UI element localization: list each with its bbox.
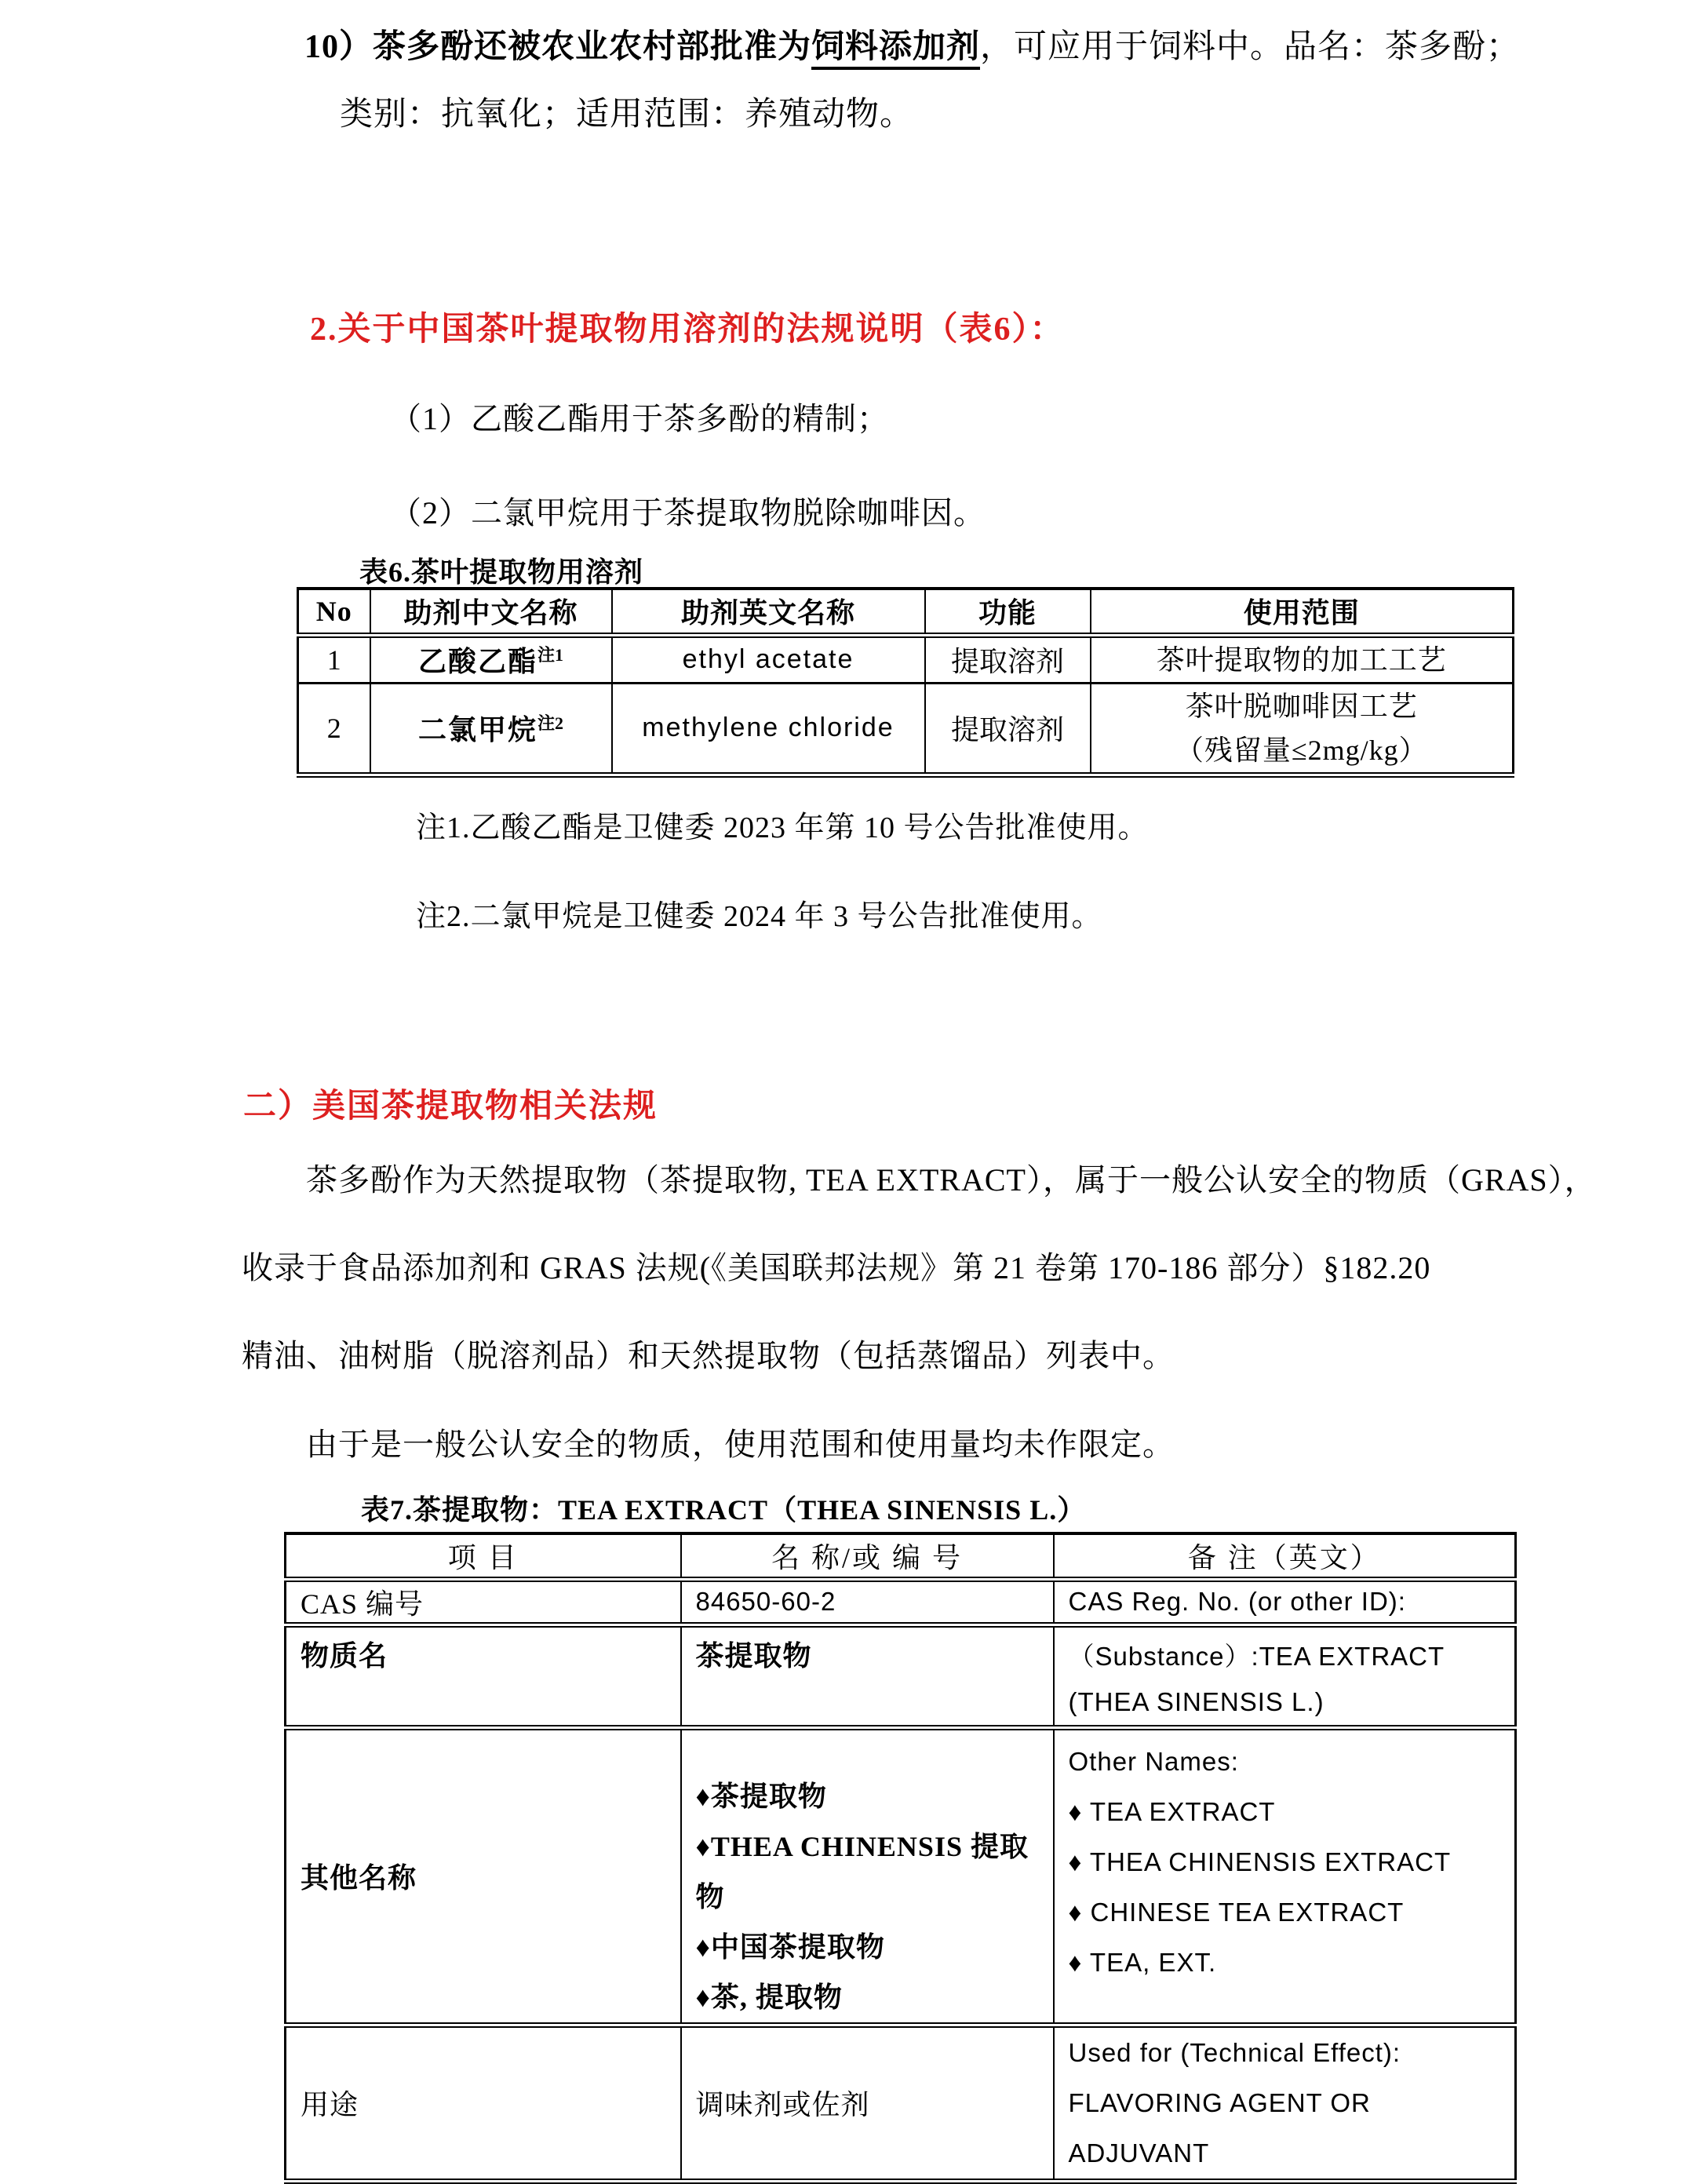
table6-row2-en-name: methylene chloride [612,683,925,775]
table7-other-names-cn-line1: ♦茶提取物 [695,1780,827,1812]
us-paragraph-line3: 精油、油树脂（脱溶剂品）和天然提取物（包括蒸馏品）列表中。 [242,1338,1175,1373]
us-paragraph-line2: 收录于食品添加剂和 GRAS 法规(《美国联邦法规》第 21 卷第 170-186 部分）§182.20 [242,1250,1431,1285]
table6-row-methylene-chloride [298,683,1514,775]
table6-row-ethyl-acetate [298,635,1514,683]
feed-additive-bold-text: 10）茶多酚还被农业农村部批准为 [304,29,812,65]
table7-other-names-en-line5: ♦ TEA, EXT. [1068,1947,1217,1977]
table7-substance-remark [1054,1624,1516,1727]
table7-use-item: 用途 [286,2025,681,2181]
table7-use-remark-line2: FLAVORING AGENT OR ADJUVANT [1068,2087,1371,2168]
table7-substance-item: 物质名 [286,1624,681,1727]
table6-header-en-name: 助剂英文名称 [612,589,925,635]
table7-other-names-en-line4: ♦ CHINESE TEA EXTRACT [1068,1897,1405,1927]
section-heading-us-regulations: 二）美国茶提取物相关法规 [243,1088,658,1125]
table6-header-cn-name: 助剂中文名称 [370,589,612,635]
table7-tea-extract [284,1532,1517,2184]
table7-other-names-cn-list [681,1727,1054,2025]
table6-row1-cn-name [370,635,612,683]
table6-row1-scope [1091,635,1514,683]
table7-other-names-en-line3: ♦ THEA CHINENSIS EXTRACT [1068,1847,1452,1876]
table7-other-names-cn-line4: ♦茶, 提取物 [695,1981,843,2013]
table7-row-substance [286,1624,1516,1727]
table6-row1-en-name: ethyl acetate [612,635,925,683]
table7-header-remark: 备 注（英文） [1054,1533,1516,1579]
table7-header-name: 名 称/或 编 号 [681,1533,1054,1579]
table7-use-name: 调味剂或佐剂 [681,2025,1054,2181]
table7-substance-name: 茶提取物 [681,1624,1054,1727]
table7-other-names-en-list [1054,1727,1516,2025]
us-paragraph-line4: 由于是一般公认安全的物质，使用范围和使用量均未作限定。 [306,1427,1175,1462]
table6-row2-scope-line2: （残留量≤2mg/kg） [1175,734,1428,766]
table7-caption: 表7.茶提取物：TEA EXTRACT（THEA SINENSIS L.） [361,1494,1087,1526]
paragraph-feed-additive [304,20,1520,67]
feed-additive-underlined-term: 饲料添加剂 [811,29,980,70]
table6-row2-note-superscript: 注2 [537,713,564,733]
table7-other-names-item: 其他名称 [286,1727,681,2025]
table6-row1-function: 提取溶剂 [925,635,1091,683]
table6-row2-no: 2 [298,683,370,775]
table7-other-names-en-line2: ♦ TEA EXTRACT [1068,1796,1276,1826]
table7-header-row [286,1533,1516,1579]
table6-header-row [298,589,1514,635]
table7-other-names-cn-line2: ♦THEA CHINENSIS 提取物 [695,1830,1029,1912]
table7-cas-number: 84650-60-2 [681,1579,1054,1624]
table6-row2-function: 提取溶剂 [925,683,1091,775]
list-item-1: （1）乙酸乙酯用于茶多酚的精制； [390,401,889,436]
table7-use-remark-line1: Used for (Technical Effect): [1068,2037,1401,2067]
feed-additive-rest-text: ，可应用于饲料中。品名：茶多酚； [980,29,1521,65]
table6-row1-scope-line1: 茶叶提取物的加工工艺 [1156,644,1447,676]
table6-header-scope: 使用范围 [1091,589,1514,635]
section-heading-cn-solvents: 2.关于中国茶叶提取物用溶剂的法规说明（表6）： [310,312,1065,348]
paragraph-feed-additive-line2: 类别：抗氧化；适用范围：养殖动物。 [340,97,914,133]
us-paragraph-line1: 茶多酚作为天然提取物（茶提取物, TEA EXTRACT），属于一般公认安全的物质（GRAS）， [306,1162,1597,1198]
table7-header-item: 项 目 [286,1533,681,1579]
table6-header-no: No [298,589,370,635]
table6-row1-cn-name-text: 乙酸乙酯 [417,646,537,677]
table6-note-2: 注2.二氯甲烷是卫健委 2024 年 3 号公告批准使用。 [416,900,1102,933]
table7-row-other-names [286,1727,1516,2025]
list-item-2: （2）二氯甲烷用于茶提取物脱除咖啡因。 [390,495,986,531]
table7-other-names-en-line1: Other Names: [1068,1746,1239,1776]
table7-row-cas [286,1579,1516,1624]
table7-substance-remark-line2: (THEA SINENSIS L.) [1068,1686,1325,1716]
table6-row2-scope [1091,683,1514,775]
table7-cas-remark: CAS Reg. No. (or other ID): [1054,1579,1516,1624]
table6-caption: 表6.茶叶提取物用溶剂 [359,556,644,588]
table6-header-function: 功能 [925,589,1091,635]
table7-substance-remark-line1: （Substance）:TEA EXTRACT [1068,1641,1445,1671]
table7-row-use [286,2025,1516,2181]
table7-cas-item: CAS 编号 [286,1579,681,1624]
table7-use-remark [1054,2025,1516,2181]
table7-other-names-cn-line3: ♦中国茶提取物 [695,1931,885,1963]
table6-row2-cn-name-text: 二氯甲烷 [417,714,537,746]
table6-row2-cn-name [370,683,612,775]
table6-row1-note-superscript: 注1 [537,645,564,665]
table6-note-1: 注1.乙酸乙酯是卫健委 2023 年第 10 号公告批准使用。 [416,811,1149,844]
table6-row1-no: 1 [298,635,370,683]
table6-solvents [297,587,1514,778]
table6-row2-scope-line1: 茶叶脱咖啡因工艺 [1185,690,1418,722]
